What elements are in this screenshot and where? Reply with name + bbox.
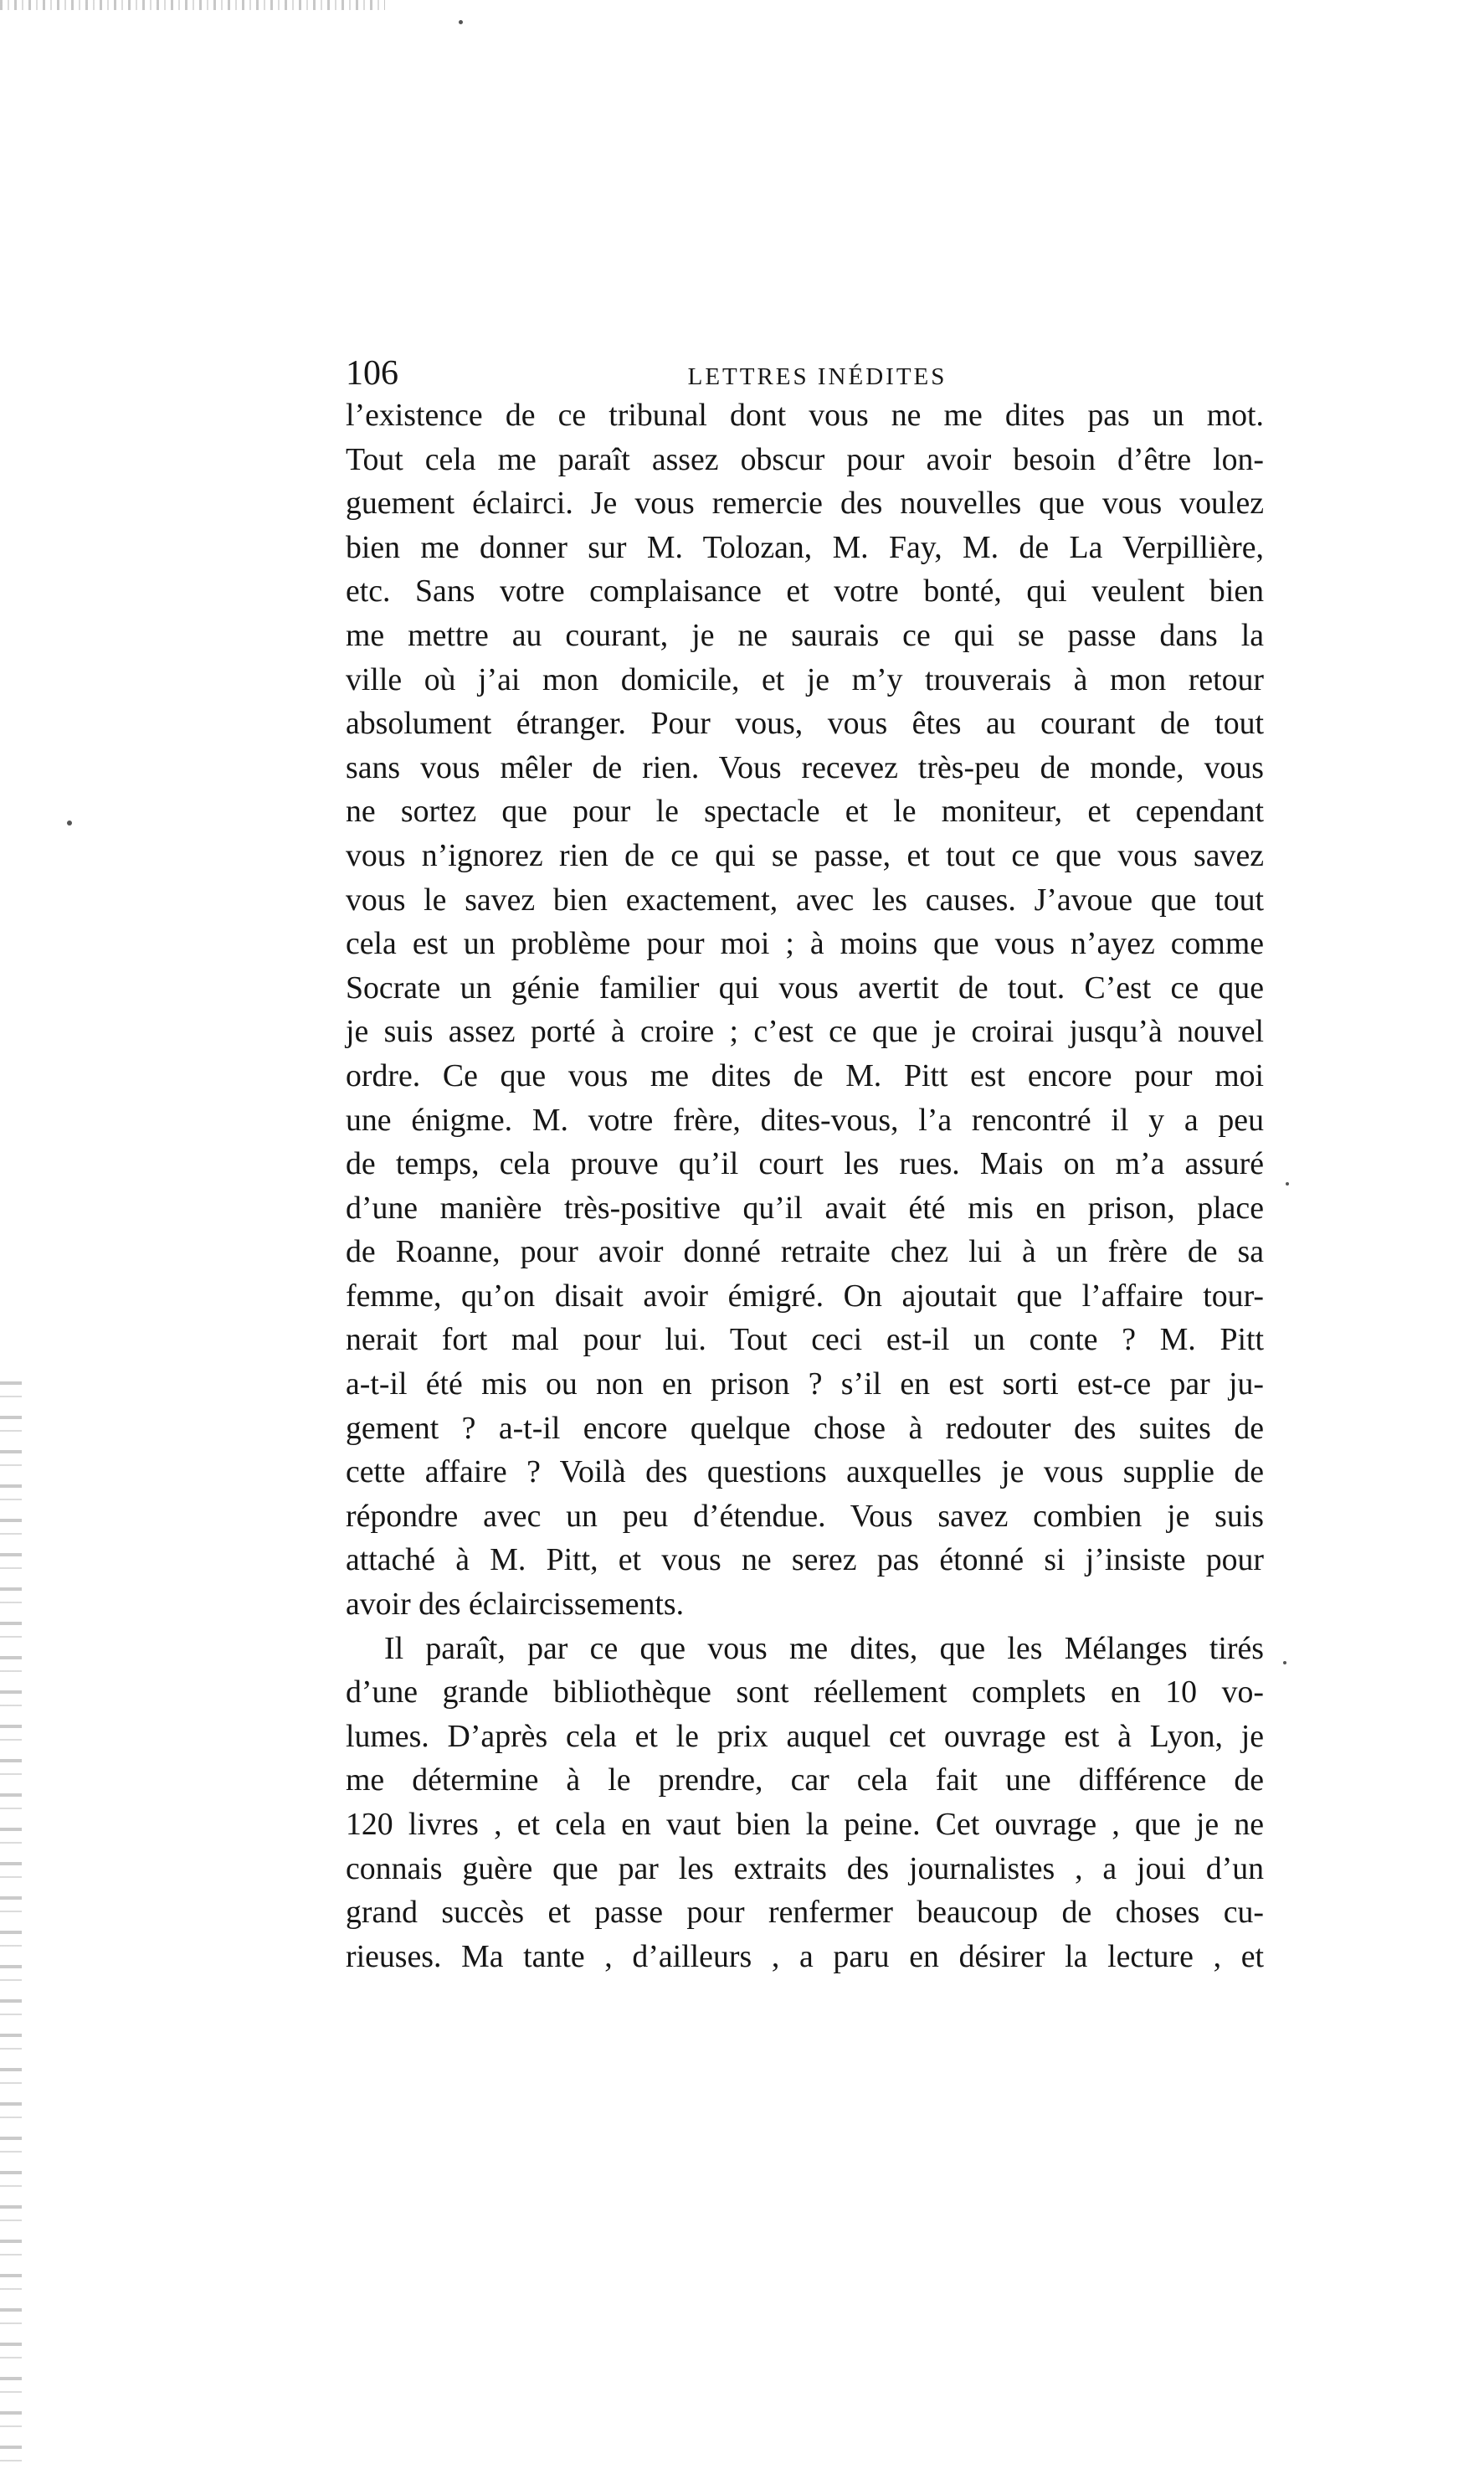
page-header	[346, 348, 1264, 399]
text-line: Tout cela me paraît assez obscur pour avoir besoin d’être lon-	[346, 441, 1264, 477]
text-line: nerait fort mal pour lui. Tout ceci est-il un conte ? M. Pitt	[346, 1322, 1264, 1358]
scan-artifact-left	[0, 1381, 22, 2461]
text-line: ville où j’ai mon domicile, et je m’y trouverais à mon retour	[346, 661, 1264, 697]
text-line: rieuses. Ma tante , d’ailleurs , a paru en désirer la lecture , et	[346, 1938, 1264, 1974]
text-line: etc. Sans votre complaisance et votre bonté, qui veulent bien	[346, 574, 1264, 610]
text-line: vous le savez bien exactement, avec les causes. J’avoue que tout	[346, 882, 1264, 918]
text-line: vous n’ignorez rien de ce qui se passe, et tout ce que vous savez	[346, 837, 1264, 873]
text-line: cette affaire ? Voilà des questions auxquelles je vous supplie de	[346, 1454, 1264, 1490]
speck-mark	[1283, 1661, 1286, 1664]
scan-artifact-top	[0, 0, 385, 10]
body-text	[346, 393, 1264, 1978]
paragraph-1	[346, 393, 1264, 1627]
text-line: 120 livres , et cela en vaut bien la peine. Cet ouvrage , que je ne	[346, 1807, 1264, 1842]
text-line: de temps, cela prouve qu’il court les rues. Mais on m’a assuré	[346, 1146, 1264, 1182]
text-line: Socrate un génie familier qui vous avertit de tout. C’est ce que	[346, 970, 1264, 1006]
text-line: grand succès et passe pour renfermer beaucoup de choses cu-	[346, 1895, 1264, 1931]
paragraph-2	[346, 1627, 1264, 1979]
text-line: ordre. Ce que vous me dites de M. Pitt est encore pour moi	[346, 1057, 1264, 1093]
text-line: de Roanne, pour avoir donné retraite chez lui à un frère de sa	[346, 1234, 1264, 1270]
text-line: cela est un problème pour moi ; à moins que vous n’ayez comme	[346, 926, 1264, 962]
text-line: une énigme. M. votre frère, dites-vous, l’a rencontré il y a peu	[346, 1102, 1264, 1138]
speck-mark	[459, 20, 463, 24]
speck-mark	[1286, 1182, 1289, 1186]
text-line: absolument étranger. Pour vous, vous êtes au courant de tout	[346, 706, 1264, 742]
running-title: LETTRES INÉDITES	[687, 363, 947, 390]
text-line: lumes. D’après cela et le prix auquel cet ouvrage est à Lyon, je	[346, 1718, 1264, 1754]
text-line: femme, qu’on disait avoir émigré. On ajoutait que l’affaire tour-	[346, 1278, 1264, 1314]
text-line: ne sortez que pour le spectacle et le moniteur, et cependant	[346, 794, 1264, 830]
text-line: attaché à M. Pitt, et vous ne serez pas étonné si j’insiste pour	[346, 1542, 1264, 1578]
text-line: d’une manière très-positive qu’il avait été mis en prison, place	[346, 1190, 1264, 1226]
text-line: Il paraît, par ce que vous me dites, que les Mélanges tirés	[384, 1630, 1264, 1666]
page-number: 106	[346, 354, 398, 393]
text-line: me mettre au courant, je ne saurais ce qui se passe dans la	[346, 617, 1264, 653]
text-line: l’existence de ce tribunal dont vous ne me dites pas un mot.	[346, 398, 1264, 433]
text-line: guement éclairci. Je vous remercie des nouvelles que vous voulez	[346, 486, 1264, 522]
text-line: a-t-il été mis ou non en prison ? s’il en est sorti est-ce par ju-	[346, 1366, 1264, 1402]
text-line: je suis assez porté à croire ; c’est ce que je croirai jusqu’à nouvel	[346, 1014, 1264, 1050]
speck-mark	[67, 820, 72, 826]
text-line: connais guère que par les extraits des journalistes , a joui d’un	[346, 1850, 1264, 1886]
text-line: d’une grande bibliothèque sont réellement complets en 10 vo-	[346, 1674, 1264, 1710]
text-line: avoir des éclaircissements.	[346, 1587, 685, 1623]
text-line: gement ? a-t-il encore quelque chose à redouter des suites de	[346, 1410, 1264, 1446]
text-line: me détermine à le prendre, car cela fait une différence de	[346, 1762, 1264, 1798]
text-line: répondre avec un peu d’étendue. Vous savez combien je suis	[346, 1498, 1264, 1534]
text-line: bien me donner sur M. Tolozan, M. Fay, M. de La Verpillière,	[346, 529, 1264, 565]
text-line: sans vous mêler de rien. Vous recevez très-peu de monde, vous	[346, 749, 1264, 785]
